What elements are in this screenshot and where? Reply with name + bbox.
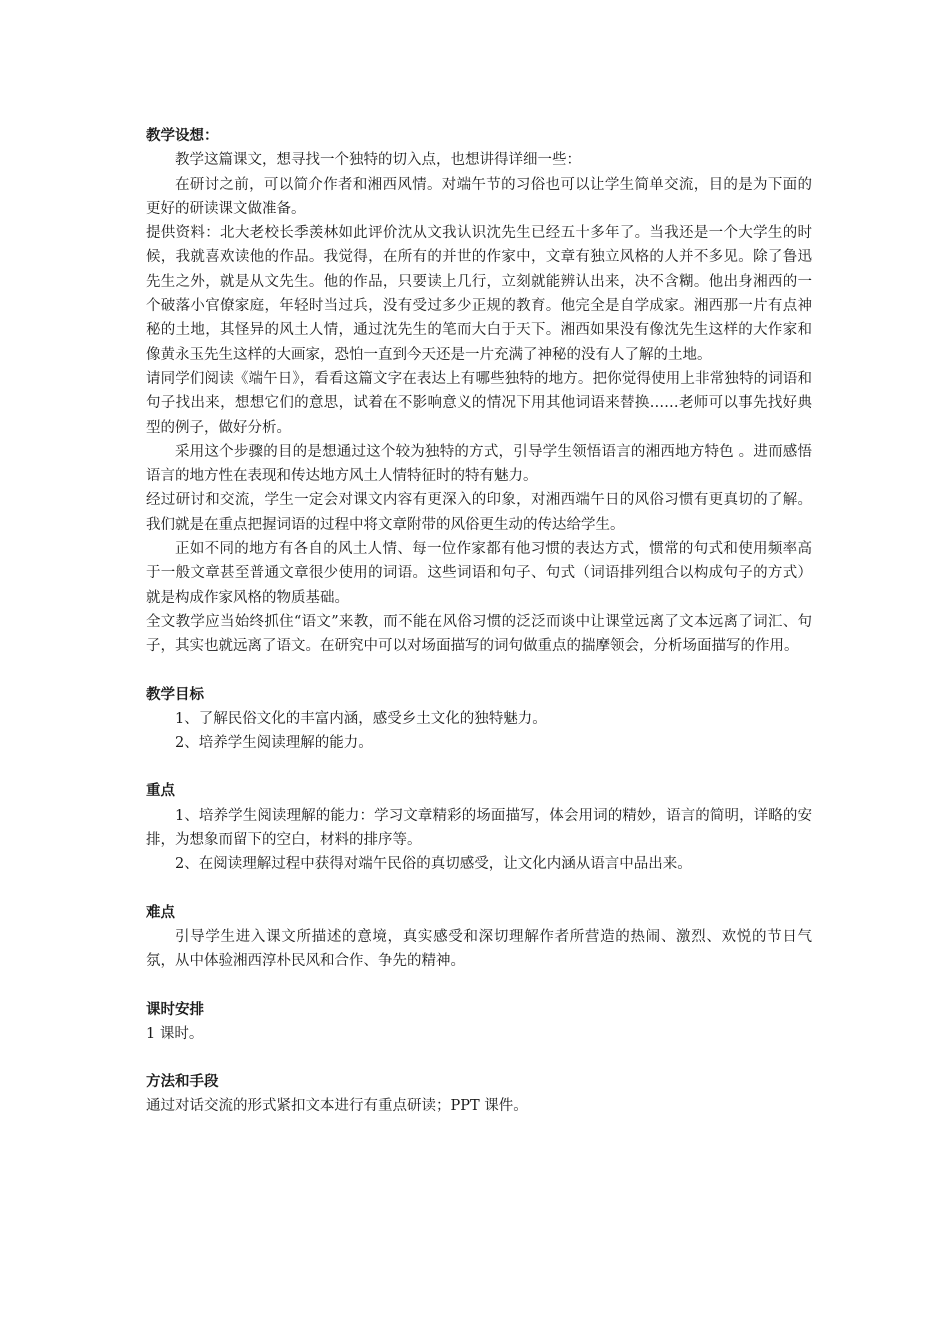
goal-item: 1、了解民俗文化的丰富内涵，感受乡土文化的独特魅力。 [175,710,547,727]
section-heading-design: 教学设想： [146,127,219,144]
section-heading-goals: 教学目标 [146,685,204,703]
difficulties-text: 引导学生进入课文所描述的意境，真实感受和深切理解作者所营造的热闹、激烈、欢悦的节日气氛，从中体验湘西淳朴民风和合作、争先的精神。 [146,928,812,970]
section-spacer [146,755,812,779]
design-paragraph: 正如不同的地方有各自的风土人情、每一位作家都有他习惯的表达方式，惯常的句式和使用频率高于一般文章甚至普通文章很少使用的词语。这些词语和句子、句式（词语排列组合以构成句子的方式）就是构成作家风格的物质基础。 [146,541,812,606]
design-paragraph: 请同学们阅读《端午日》，看看这篇文字在表达上有哪些独特的地方。把你觉得使用上非常独特的词语和句子找出来，想想它们的意思，试着在不影响意义的情况下用其他词语来替换……老师可以事先找好典型的例子，做好分析。 [146,370,812,436]
key-point-item: 1、培养学生阅读理解的能力：学习文章精彩的场面描写，体会用词的精妙，语言的简明，详略的安排，为想象而留下的空白，材料的排序等。 [146,807,812,849]
section-heading-methods: 方法和手段 [146,1073,219,1091]
section-spacer [146,974,812,998]
goal-item: 2、培养学生阅读理解的能力。 [175,735,373,752]
design-paragraph: 在研讨之前，可以简介作者和湘西风情。对端午节的习俗也可以让学生简单交流，目的是为下面的更好的研读课文做准备。 [146,176,812,217]
design-paragraph: 采用这个步骤的目的是想通过这个较为独特的方式，引导学生领悟语言的湘西地方特色 。进而感悟语言的地方性在表现和传达地方风土人情特征时的特有魅力。 [146,443,812,485]
section-spacer [146,1046,812,1070]
section-heading-key-points: 重点 [146,782,175,800]
design-paragraph: 全文教学应当始终抓住“语文”来教，而不能在风俗习惯的泛泛而谈中让课堂远离了文本远离了词汇、句子，其实也就远离了语文。在研究中可以对场面描写的词句做重点的揣摩领会，分析场面描写的作用。 [146,613,812,655]
document-page [146,124,812,1119]
section-heading-difficulties: 难点 [146,903,175,921]
key-point-item: 2、在阅读理解过程中获得对端午民俗的真切感受，让文化内涵从语言中品出来。 [175,856,692,873]
methods-text: 通过对话交流的形式紧扣文本进行有重点研读；PPT 课件。 [146,1098,528,1115]
design-paragraph: 经过研讨和交流，学生一定会对课文内容有更深入的印象，对湘西端午日的风俗习惯有更真切的了解。我们就是在重点把握词语的过程中将文章附带的风俗更生动的传达给学生。 [146,492,812,533]
design-paragraph: 提供资料：北大老校长季羡林如此评价沈从文我认识沈先生已经五十多年了。当我还是一个大学生的时候，我就喜欢读他的作品。我觉得，在所有的并世的作家中，文章有独立风格的人并不多见。除了鲁迅先生之外，就是从文先生。他的作品，只要读上几行，立刻就能辨认出来，决不含糊。他出身湘西的一个破落小官僚家庭，年轻时当过兵，没有受过多少正规的教育。他完全是自学成家。湘西那一片有点神秘的土地，其怪异的风土人情，通过沈先生的笔而大白于天下。湘西如果没有像沈先生这样的大作家和像黄永玉先生这样的大画家，恐怕一直到今天还是一片充满了神秘的没有人了解的土地。 [146,225,812,363]
section-spacer [146,659,812,683]
design-paragraph: 教学这篇课文，想寻找一个独特的切入点，也想讲得详细一些： [175,152,581,169]
section-heading-schedule: 课时安排 [146,1000,204,1018]
schedule-text: 1 课时。 [146,1025,204,1042]
section-spacer [146,877,812,901]
